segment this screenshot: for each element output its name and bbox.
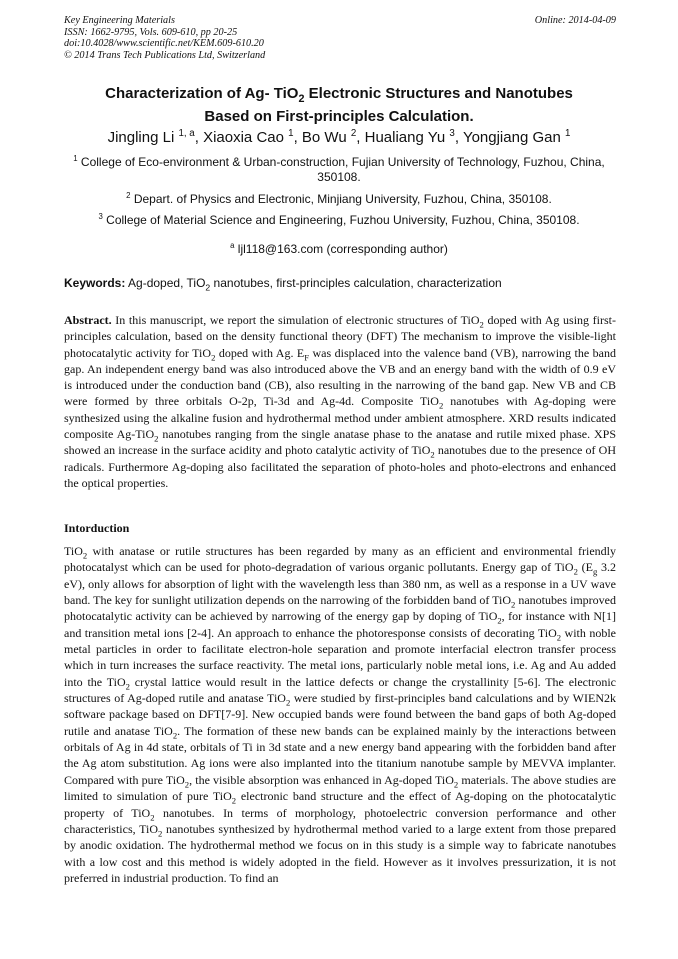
- keywords: Keywords: Ag-doped, TiO$_2$ nanotubes, first-principles calculation, characterization: [64, 276, 502, 293]
- corresponding-email: $^a$ ljl118@163.com (corresponding author): [230, 241, 448, 256]
- author: Xiaoxia Cao $^1$: [203, 128, 294, 146]
- affiliation-2: $^2$ Depart. of Physics and Electronic, Minjiang University, Fuzhou, China, 350108.: [126, 191, 552, 206]
- abstract-label: Abstract.: [64, 313, 112, 327]
- author: Bo Wu $^2$: [301, 128, 357, 146]
- abstract: Abstract. In this manuscript, we report the simulation of electronic structures of TiO$_2$ doped with Ag using first-principles calculation, based on the density functional theory (DFT) The mechanism to improve the visible-light photocatalytic activity for TiO$_2$ doped with Ag. $E_F$ was displaced into the valence band (VB), narrowing the band gap. An independent energy band was also introduced above the VB and an energy band with the width of 0.9 eV is introduced under the conduction band (CB), also resulting in the narrowing of the band gap. New VB and CB were formed by three orbitals O-2p, Ti-3d and Ag-4d. Composite TiO$_2$ nanotubes with Ag-doping were synthesized using the alkaline fusion and hydrothermal method under ambient atmosphere. XRD results indicated composite Ag-TiO$_2$ nanotubes ranging from the single anatase phase to the anatase and rutile mixed phase. XPS showed an increase in the surface acidity and photo catalytic activity of TiO$_2$ nanotubes due to the presence of OH radicals. Furthermore Ag-doping also facilitated the separation of photo-holes and photo-electrons and enhanced the optical properties.: [64, 313, 617, 490]
- paper-title: Characterization of Ag- TiO$_2$ Electronic Structures and Nanotubes Based on First-principles Calculation.: [105, 85, 573, 125]
- issn: ISSN: 1662-9795, Vols. 609-610, pp 20-25: [64, 26, 238, 38]
- affiliation-1: $^1$ College of Eco-environment & Urban-construction, Fujian University of Technology, Fuzhou, China, 350108.: [73, 154, 605, 184]
- section-heading-introduction: Intorduction: [64, 521, 130, 535]
- copyright: © 2014 Trans Tech Publications Ltd, Switzerland: [64, 49, 266, 61]
- introduction-body: TiO$_2$ with anatase or rutile structures has been regarded by many as an efficient and environmental friendly photocatalyst which can be used for photo-degradation of various organic pollutants. Energy gap of TiO$_2$ ($E_g$ 3.2 eV), only allows for absorption of light with the wavelength less than 380 nm, as well as a response in a UV wave band. The key for sunlight utilization depends on the narrowing of the forbidden band of TiO$_2$ nanotubes improved photocatalytic activity can be achieved by narrowing of the energy gap by doping of TiO$_2$, for instance with N[1] and transition metal ions [2-4]. An approach to enhance the photoresponse consists of decorating TiO$_2$ with noble metal particles in order to facilitate electron-hole separation and promote interfacial electron transfer process which in turn increases the surface reactivity. The metal ions, particularly noble metal ions, i.e. Ag and Au added into the TiO$_2$ crystal lattice would result in the lattice defects or change the crystallinity [5-6]. The electronic structures of Ag-doped rutile and anatase TiO$_2$ were studied by first-principles band calculations and by WIEN2k software package based on DFT[7-9]. New occupied bands were found between the band gaps of both Ag-doped rutile and anatase TiO$_2$. The formation of these new bands can be explained mainly by the interactions between orbitals of Ag in 4d state, orbitals of Ti in 3d state and a new energy band appearing with the forbidden band after the Ag atom substitution. Ag ions were also implanted into the titanium nanotube sample by MEVVA implanter. Compared with pure TiO$_2$, the visible absorption was enhanced in Ag-doped TiO$_2$ materials. The above studies are limited to simulation of pure TiO$_2$ electronic band structure and the effect of Ag-doping on the photocatalytic property of TiO$_2$ nanotubes. In terms of morphology, photoelectric conversion performance and other characteristics, TiO$_2$ nanotubes synthesized by hydrothermal method varied to a large extent from those prepared by anodic oxidation. The hydrothermal method we focus on in this study is a simple way to fabricate nanotubes with a low cost and this method is widely adopted in the field. However as it involves pressurization, it is not preferred in industrial production. To find an: [64, 544, 617, 885]
- author-list: Jingling Li $^{1, a}$, Xiaoxia Cao $^1$, Bo Wu $^2$, Hualiang Yu $^3$, Yongjiang Gan $^1$: [107, 128, 571, 146]
- author: Yongjiang Gan $^1$: [462, 128, 571, 146]
- affiliation-3: $^3$ College of Material Science and Engineering, Fuzhou University, Fuzhou, China, 350108.: [98, 212, 580, 227]
- journal-header: [64, 15, 616, 61]
- author: Jingling Li $^{1, a}$: [107, 128, 195, 146]
- online-date: Online: 2014-04-09: [534, 15, 616, 26]
- doi: doi:10.4028/www.scientific.net/KEM.609-610.20: [64, 38, 264, 50]
- author: Hualiang Yu $^3$: [364, 128, 455, 146]
- journal-name: Key Engineering Materials: [64, 15, 175, 26]
